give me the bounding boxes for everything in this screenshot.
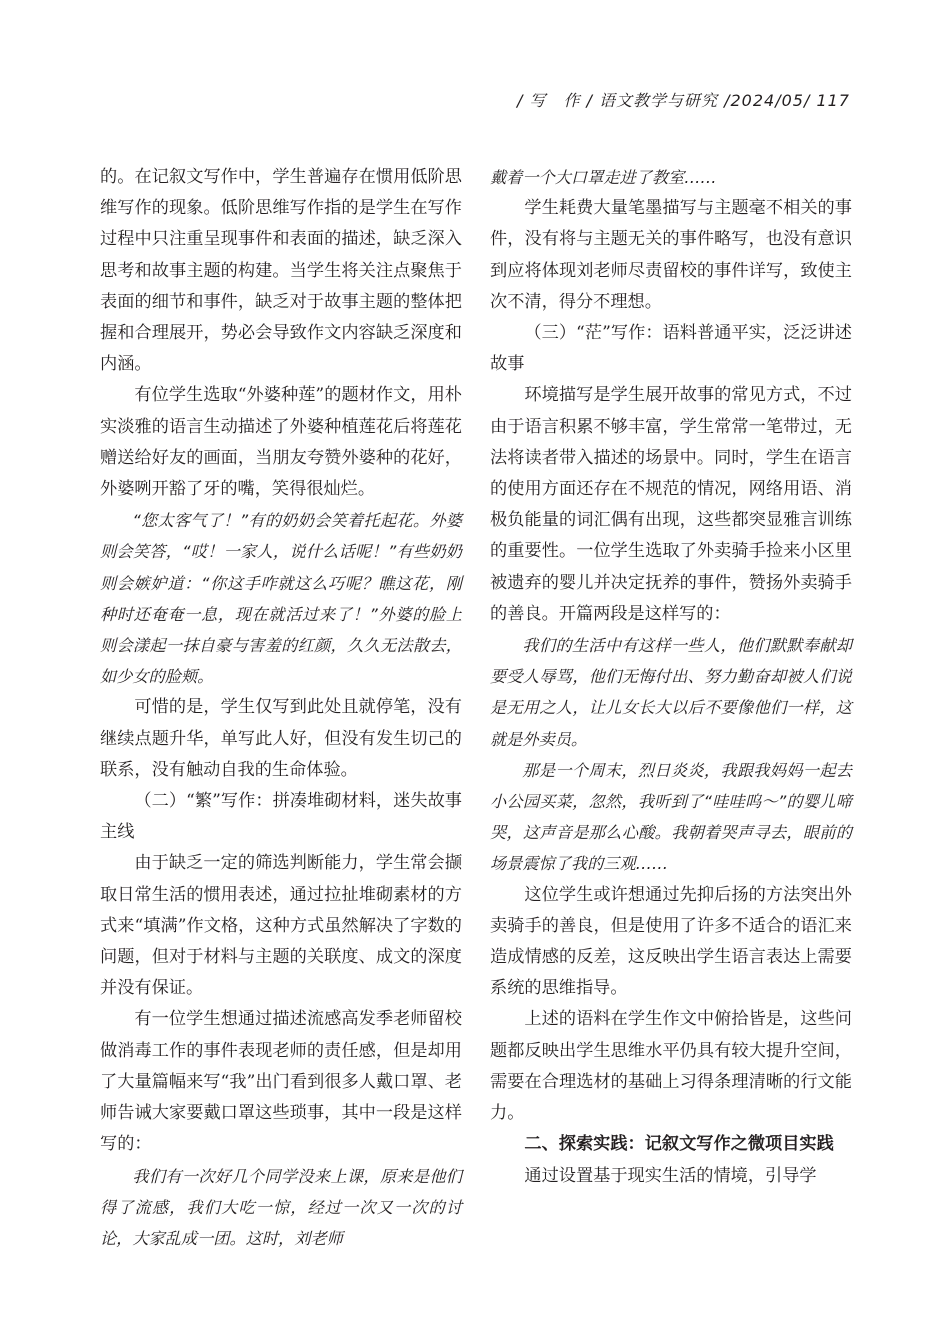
paragraph: 环境描写是学生展开故事的常见方式，不过由于语言积累不够丰富，学生常常一笔带过，无法将读者带入描述的场景中。同时，学生在语言的使用方面还存在不规范的情况，网络用语、消极负能量的词汇偶有出现，这些都突显雅言训练的重要性。一位学生选取了外卖骑手捡来小区里被遗弃的婴儿并决定抚养的事件，赞扬外卖骑手的善良。开篇两段是这样写的： xyxy=(490,385,852,624)
paragraph: 可惜的是，学生仅写到此处且就停笔，没有继续点题升华，单写此人好，但没有发生切己的联系，没有触动自我的生命体验。 xyxy=(100,697,462,780)
section-heading: 二、探索实践：记叙文写作之微项目实践 xyxy=(524,1134,834,1155)
paragraph: 学生耗费大量笔墨描写与主题毫不相关的事件，没有将与主题无关的事件略写，也没有意识到应将体现刘老师尽责留校的事件详写，致使主次不清，得分不理想。 xyxy=(490,198,852,312)
paragraph: 上述的语料在学生作文中俯拾皆是，这些问题都反映出学生思维水平仍具有较大提升空间，需要在合理选材的基础上习得条理清晰的行文能力。 xyxy=(490,1009,852,1124)
running-head: / 写 作 / 语文教学与研究 /2024/05/ 117 xyxy=(516,91,850,110)
left-column xyxy=(100,162,462,1254)
quoted-excerpt: 我们有一次好几个同学没来上课，原来是他们得了流感，我们大吃一惊，经过一次又一次的讨论，大家乱成一团。这时，刘老师 xyxy=(100,1166,462,1248)
subsection-heading: （三）“茫”写作：语料普通平实，泛泛讲述故事 xyxy=(490,323,852,375)
subsection-heading: （二）“繁”写作：拼凑堆砌材料，迷失故事主线 xyxy=(100,791,462,843)
quoted-excerpt: 那是一个周末，烈日炎炎，我跟我妈妈一起去小公园买菜，忽然，我听到了“哇哇呜～”的婴儿啼哭，这声音是那么心酸。我朝着哭声寻去，眼前的场景震惊了我的三观…… xyxy=(490,760,852,874)
paragraph: 有一位学生想通过描述流感高发季老师留校做消毒工作的事件表现老师的责任感，但是却用了大量篇幅来写“我”出门看到很多人戴口罩、老师告诫大家要戴口罩这些琐事，其中一段是这样写的： xyxy=(100,1009,462,1155)
paragraph: 的。在记叙文写作中，学生普遍存在惯用低阶思维写作的现象。低阶思维写作指的是学生在写作过程中只注重呈现事件和表面的描述，缺乏深入思考和故事主题的构建。当学生将关注点聚焦于表面的细节和事件，缺乏对于故事主题的整体把握和合理展开，势必会导致作文内容缺乏深度和内涵。 xyxy=(100,167,462,375)
quoted-excerpt-continued: 戴着一个大口罩走进了教室…… xyxy=(490,168,717,187)
paragraph: 由于缺乏一定的筛选判断能力，学生常会撷取日常生活的惯用表述，通过拉扯堆砌素材的方式来“填满”作文格，这种方式虽然解决了字数的问题，但对于材料与主题的关联度、成文的深度并没有保证。 xyxy=(100,853,462,999)
quoted-excerpt: 我们的生活中有这样一些人，他们默默奉献却要受人辱骂，他们无悔付出、努力勤奋却被人们说是无用之人，让儿女长大以后不要像他们一样，这就是外卖员。 xyxy=(490,636,852,749)
right-column xyxy=(490,162,852,1192)
paragraph: 通过设置基于现实生活的情境，引导学 xyxy=(524,1165,817,1186)
quoted-excerpt: “您太客气了！”有的奶奶会笑着托起花。外婆则会笑答，“哎！一家人，说什么话呢！”有些奶奶则会嫉妒道：“你这手咋就这么巧呢？瞧这花，刚种时还奄奄一息，现在就活过来了！”外婆的脸上则会漾起一抹自豪与害羞的红颜，久久无法散去，如少女的脸颊。 xyxy=(100,511,462,687)
paragraph: 这位学生或许想通过先抑后扬的方法突出外卖骑手的善良，但是使用了许多不适合的语汇来造成情感的反差，这反映出学生语言表达上需要系统的思维指导。 xyxy=(490,884,852,999)
paragraph: 有位学生选取“外婆种莲”的题材作文，用朴实淡雅的语言生动描述了外婆种植莲花后将莲花赠送给好友的画面，当朋友夸赞外婆种的花好，外婆咧开豁了牙的嘴，笑得很灿烂。 xyxy=(100,385,462,500)
